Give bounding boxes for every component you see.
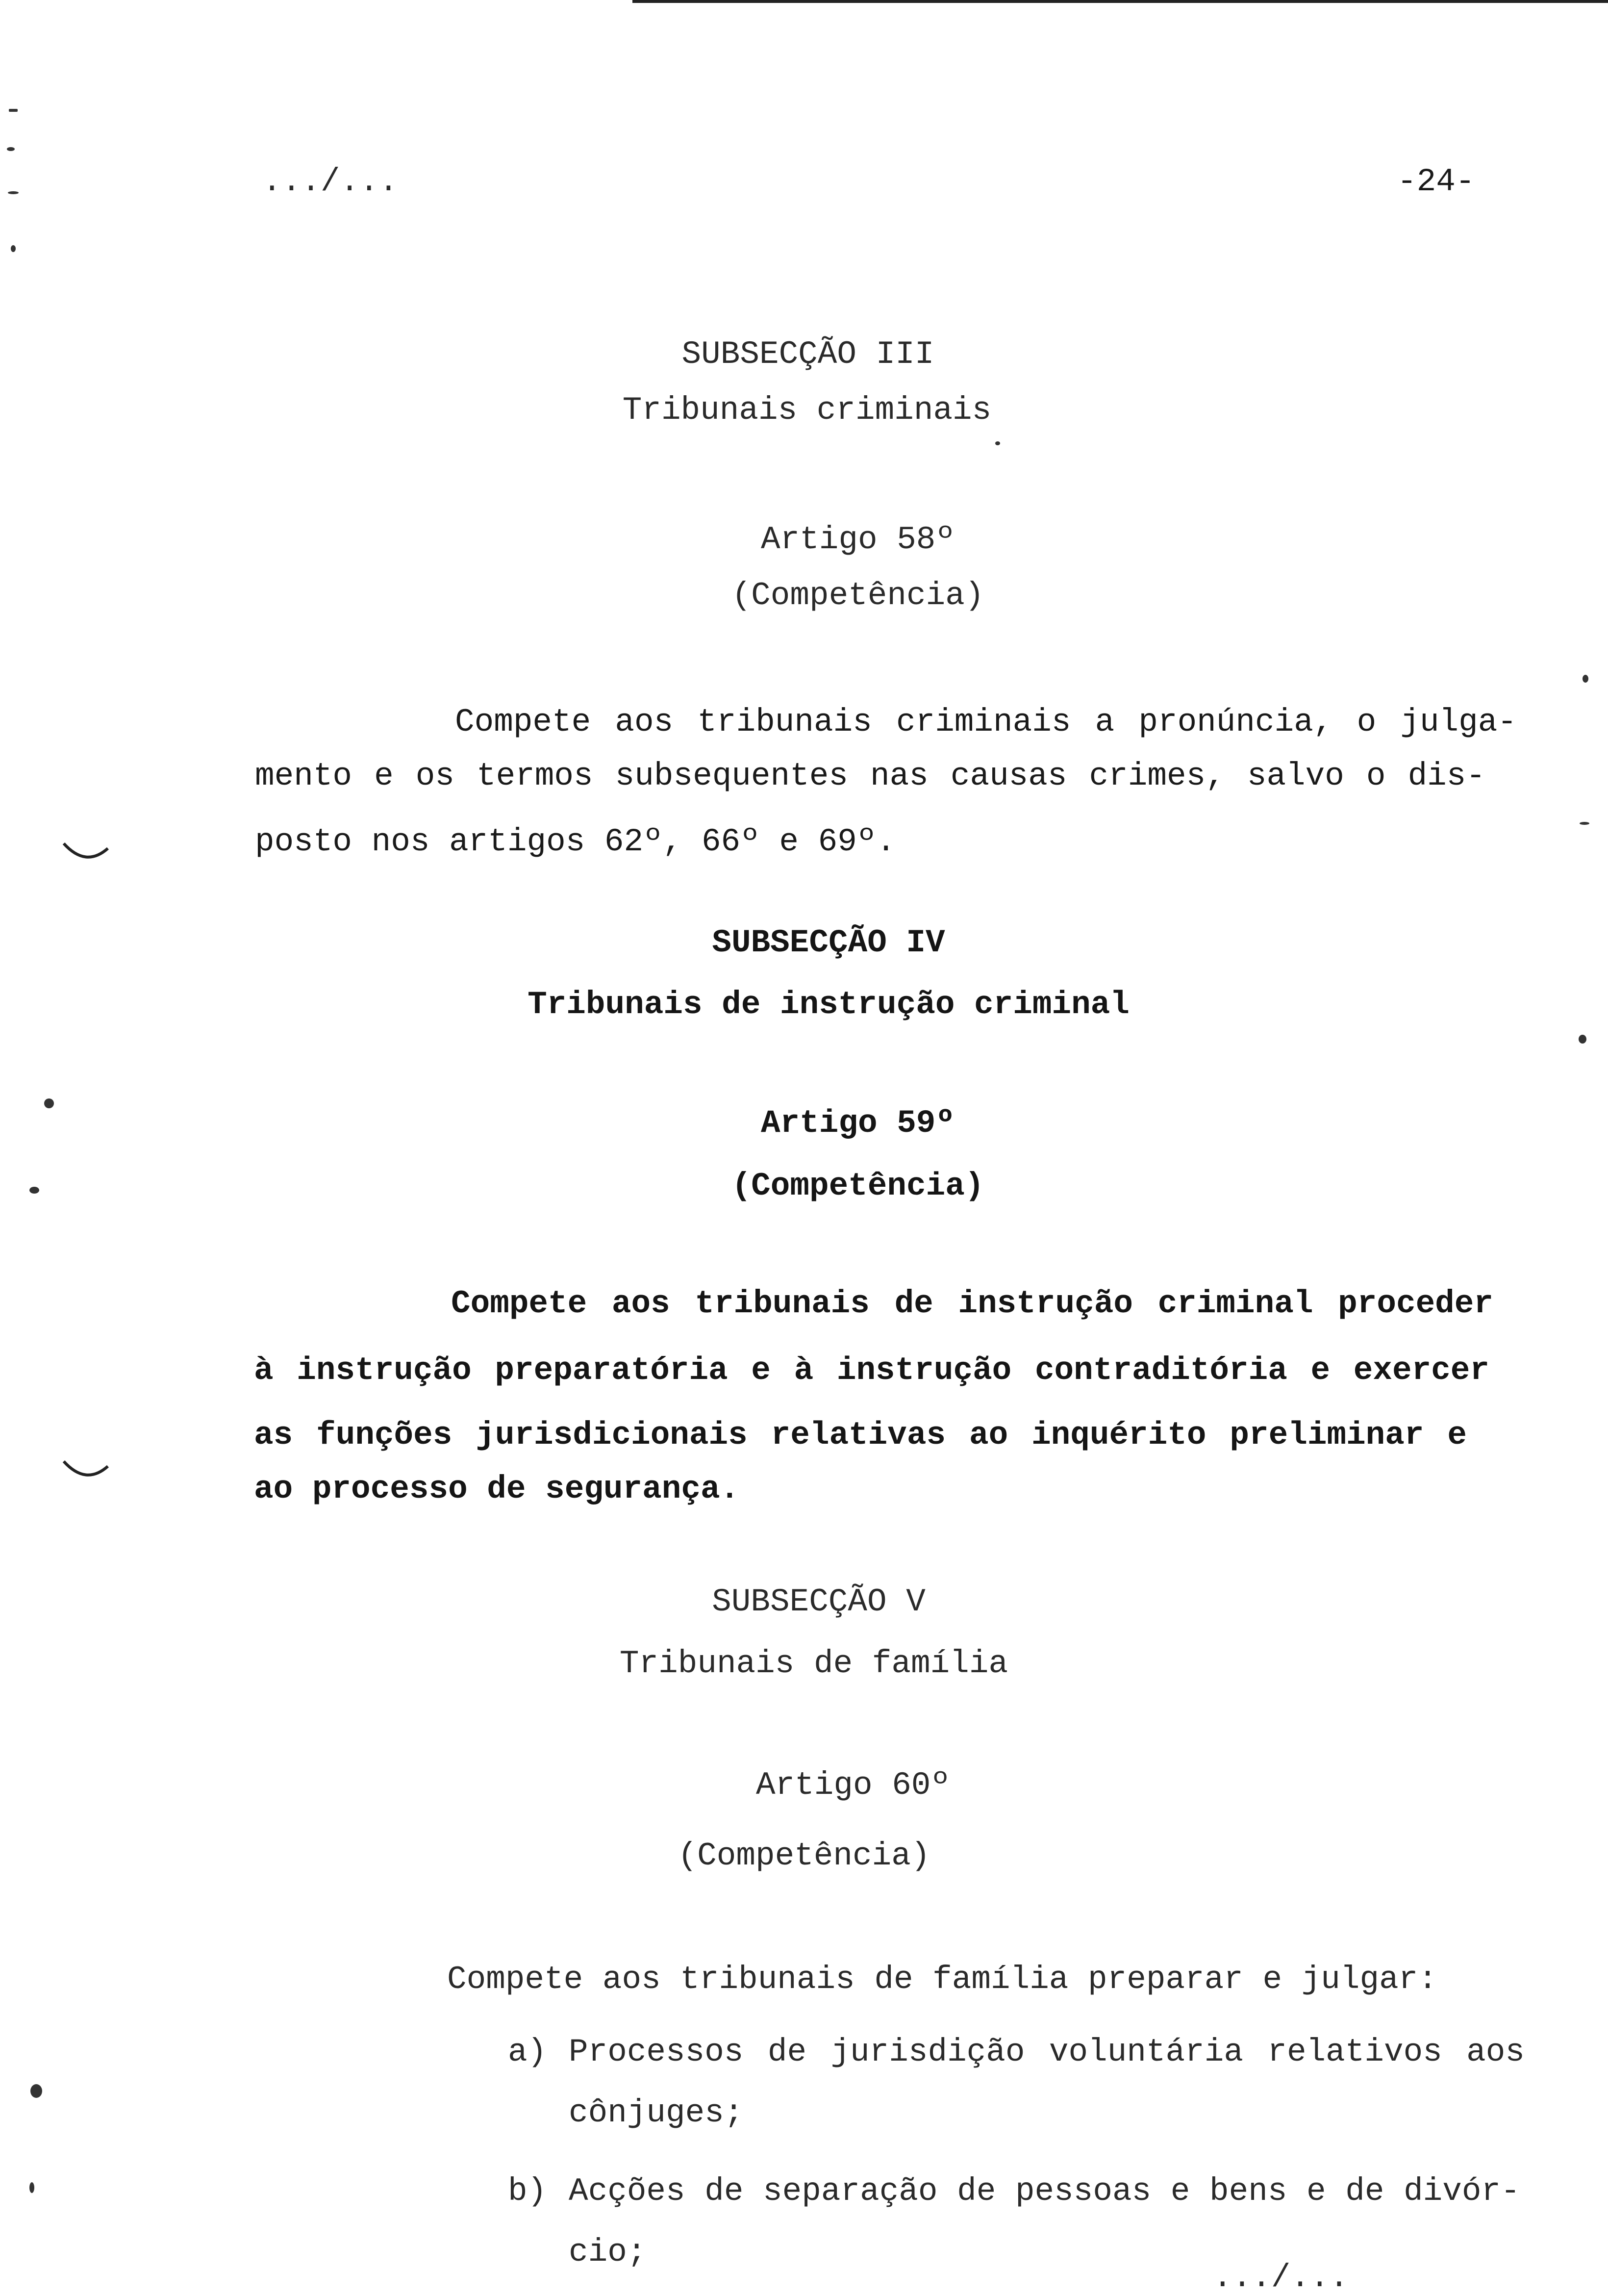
scan-speck [11, 245, 16, 252]
item-b-line-1: Acções de separação de pessoas e bens e de divór- [569, 2173, 1520, 2210]
continuation-mark-bottom: .../... [1213, 2259, 1349, 2296]
subsection-3-heading: SUBSECÇÃO III [681, 336, 934, 373]
subsection-4-title: Tribunais de instrução criminal [528, 986, 1130, 1023]
subsection-3-title: Tribunais criminais [622, 392, 992, 429]
article-58-line-1: Compete aos tribunais criminais a pronúncia, o julga- [455, 704, 1517, 740]
scan-speck [29, 2182, 34, 2193]
article-59-line-1: Compete aos tribunais de instrução criminal proceder [451, 1285, 1493, 1322]
scan-speck [9, 109, 18, 112]
subsection-5-title: Tribunais de família [619, 1645, 1008, 1682]
article-60-intro: Compete aos tribunais de família preparar e julgar: [447, 1961, 1437, 1998]
item-b-line-2: cio; [569, 2234, 647, 2270]
page-number: -24- [1397, 163, 1475, 200]
item-a-marker: a) [508, 2034, 547, 2070]
scan-speck [1583, 675, 1588, 683]
scan-speck [44, 1098, 54, 1108]
article-59-heading: Artigo 59º [760, 1105, 955, 1142]
scan-speck [1580, 822, 1589, 825]
punch-hole-mark-upper [59, 834, 113, 868]
scan-speck [29, 1187, 39, 1194]
scan-speck [8, 191, 19, 194]
item-a-line-2: cônjuges; [569, 2094, 744, 2131]
item-b-marker: b) [508, 2173, 547, 2210]
scan-speck [30, 2084, 42, 2098]
scan-speck [7, 147, 15, 151]
top-edge-rule [632, 0, 1608, 3]
subsection-4-heading: SUBSECÇÃO IV [712, 924, 945, 961]
article-59-line-2: à instrução preparatória e à instrução contraditória e exercer [254, 1352, 1489, 1389]
scan-speck [1579, 1035, 1586, 1044]
punch-hole-mark-lower [59, 1452, 113, 1486]
article-58-line-2: mento e os termos subsequentes nas causas crimes, salvo o dis- [255, 758, 1485, 794]
item-a-line-1: Processos de jurisdição voluntária relativos aos [569, 2034, 1525, 2070]
article-59-topic: (Competência) [731, 1168, 984, 1204]
article-60-topic: (Competência) [678, 1837, 930, 1874]
article-58-line-3: posto nos artigos 62º, 66º e 69º. [255, 823, 896, 860]
article-59-line-3: as funções jurisdicionais relativas ao inquérito preliminar e [254, 1417, 1467, 1454]
continuation-mark-top: .../... [262, 163, 399, 200]
scan-speck [995, 441, 1000, 445]
article-58-topic: (Competência) [731, 577, 984, 614]
article-59-line-4: ao processo de segurança. [254, 1471, 740, 1507]
article-60-heading: Artigo 60º [755, 1767, 951, 1804]
subsection-5-heading: SUBSECÇÃO V [712, 1583, 926, 1620]
article-58-heading: Artigo 58º [760, 521, 955, 558]
